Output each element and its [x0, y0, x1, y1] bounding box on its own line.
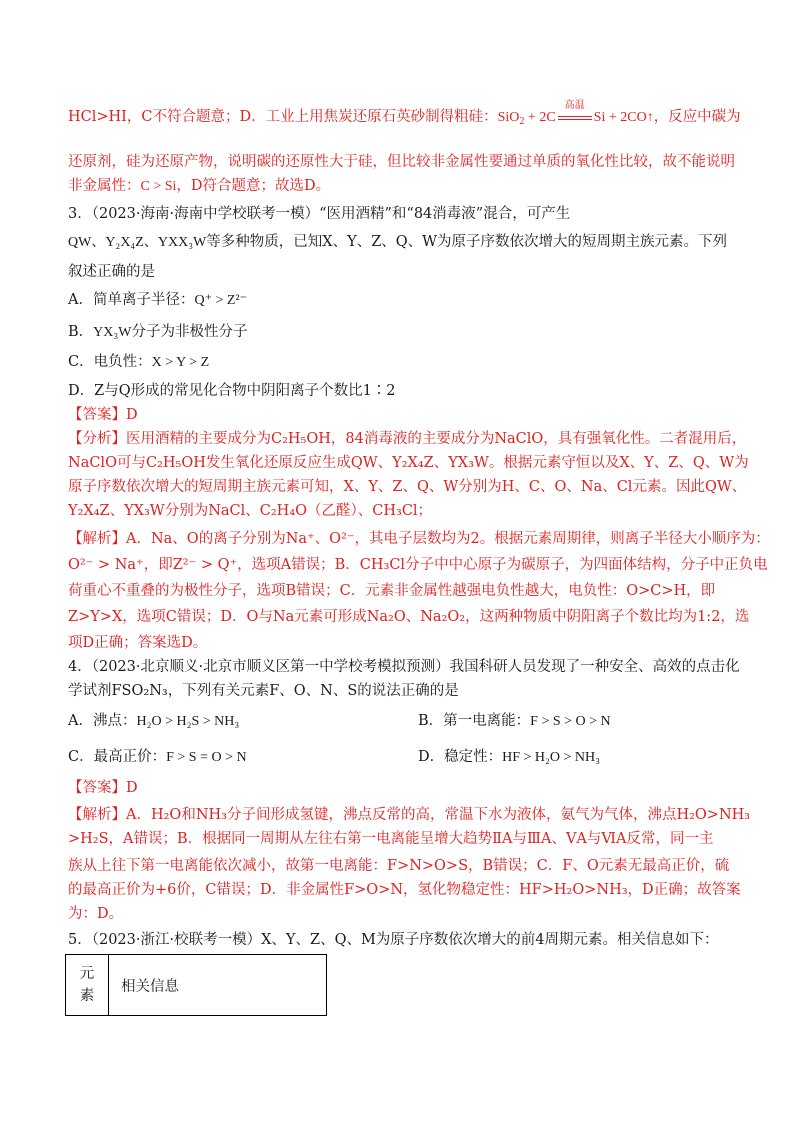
option-b: B．第一电离能：F > S > O > N — [418, 713, 611, 729]
question-5-stem: 5．（2023·浙江·校联考一模）X、Y、Z、Q、M为原子序数依次增大的前4周期元素。相关信息如下： — [68, 932, 719, 948]
formula: C > Si — [140, 179, 177, 194]
text: ，反应中碳为 — [653, 109, 741, 125]
option-a: A．简单离子半径：Q⁺ > Z²⁻ — [68, 292, 248, 308]
info-table — [65, 954, 327, 1016]
text: HCl>HI，C不符合题意；D．工业上用焦炭还原石英砂制得粗硅： — [68, 109, 498, 125]
explanation-line: O²⁻ > Na⁺，即Z²⁻ > Q⁺，选项A错误；B．CH₃Cl分子中中心原子为碳原子，为四面体结构，分子中正负电 — [68, 557, 768, 573]
explanation-line: 项D正确；答案选D。 — [68, 635, 208, 651]
explanation-line: >H₂S，A错误；B．根据同一周期从左往右第一电离能呈增大趋势ⅡA与ⅢA、ⅤA与ⅥA反常，同一主 — [68, 831, 714, 847]
analysis-line: Y₂X₄Z、YX₃W分别为NaCl、C₂H₄O（乙醛）、CH₃Cl； — [68, 503, 433, 519]
question-4-stem: 学试剂FSO₂N₃，下列有关元素F、O、N、S的说法正确的是 — [68, 683, 459, 699]
solution-line — [68, 100, 741, 129]
chemical-equation: SiO$_2$ + 2C 高温 Si + 2CO↑ — [497, 100, 654, 127]
formula: QW、Y₂X₄Z、YXX₃W — [68, 235, 207, 250]
answer: 【答案】D — [68, 407, 138, 423]
explanation-line: 荷重心不重叠的为极性分子，选项B错误；C．元素非金属性越强电负性越大，电负性：O>C>H，即 — [68, 583, 716, 599]
explanation-line: Z>Y>X，选项C错误；D．O与Na元素可形成Na₂O、Na₂O₂，这两种物质中阴阳离子个数比均为1:2，选 — [68, 609, 750, 625]
question-3-stem: 叙述正确的是 — [68, 264, 155, 280]
question-4-stem: 4．（2023·北京顺义·北京市顺义区第一中学校考模拟预测）我国科研人员发现了一种安全、高效的点击化 — [68, 659, 740, 675]
option-c: C．最高正价：F > S = O > N — [68, 749, 247, 765]
option-a: A．沸点：H₂O > H₂S > NH₃ — [68, 713, 240, 729]
option-b: B．YX₃W分子为非极性分子 — [68, 324, 248, 340]
question-3-stem: QW、Y₂X₄Z、YXX₃W等多种物质，已知X、Y、Z、Q、W为原子序数依次增大的短周期主族元素。下列 — [68, 234, 728, 250]
analysis-line: 原子序数依次增大的短周期主族元素可知，X、Y、Z、Q、W分别为H、C、O、Na、Cl元素。因此QW、 — [68, 479, 747, 495]
solution-line: 非金属性：C > Si，D符合题意；故选D。 — [68, 178, 331, 194]
question-3-stem: 3．（2023·海南·海南中学校联考一模）“医用酒精”和“84消毒液”混合，可产生 — [68, 206, 571, 222]
option-d: D．稳定性：HF > H₂O > NH₃ — [418, 749, 601, 765]
explanation-line: 族从上往下第一电离能依次减小，故第一电离能：F>N>O>S，B错误；C．F、O元素无最高正价，硫 — [68, 858, 730, 874]
options-row — [68, 747, 740, 768]
analysis-line: NaClO可与C₂H₅OH发生氧化还原反应生成QW、Y₂X₄Z、YX₃W。根据元素守恒以及X、Y、Z、Q、W为 — [68, 455, 749, 471]
option-c: C．电负性：X > Y > Z — [68, 354, 210, 370]
solution-line: 还原剂，硅为还原产物，说明碳的还原性大于硅，但比较非金属性要通过单质的氧化性比较，故不能说明 — [68, 154, 735, 170]
table-header-row — [66, 955, 327, 1016]
table-header-element: 元 素 — [66, 955, 109, 1016]
answer: 【答案】D — [68, 780, 138, 796]
reaction-condition: 高温 — [558, 108, 592, 128]
option-d: D．Z与Q形成的常见化合物中阴阳离子个数比1∶2 — [68, 383, 396, 399]
options-row — [68, 711, 740, 732]
table-header-info: 相关信息 — [109, 955, 327, 1016]
explanation-line: 的最高正价为+6价，C错误；D．非金属性F>O>N，氢化物稳定性：HF>H₂O>NH₃，D正确；故答案 — [68, 882, 741, 898]
analysis-line: 【分析】医用酒精的主要成分为C₂H₅OH，84消毒液的主要成分为NaClO，具有强氧化性。二者混用后， — [68, 431, 747, 447]
formula: X > Y > Z — [151, 355, 210, 370]
formula: YX₃W — [93, 325, 132, 340]
explanation-line: 【解析】A．Na、O的离子分别为Na⁺、O²⁻，其电子层数均为2。根据元素周期律，则离子半径大小顺序为： — [68, 531, 770, 547]
formula: Q⁺ > Z²⁻ — [194, 293, 248, 308]
explanation-line: 为：D。 — [68, 906, 124, 922]
explanation-line: 【解析】A．H₂O和NH₃分子间形成氢键，沸点反常的高，常温下水为液体，氨气为气体，沸点H₂O>NH₃ — [68, 807, 751, 823]
